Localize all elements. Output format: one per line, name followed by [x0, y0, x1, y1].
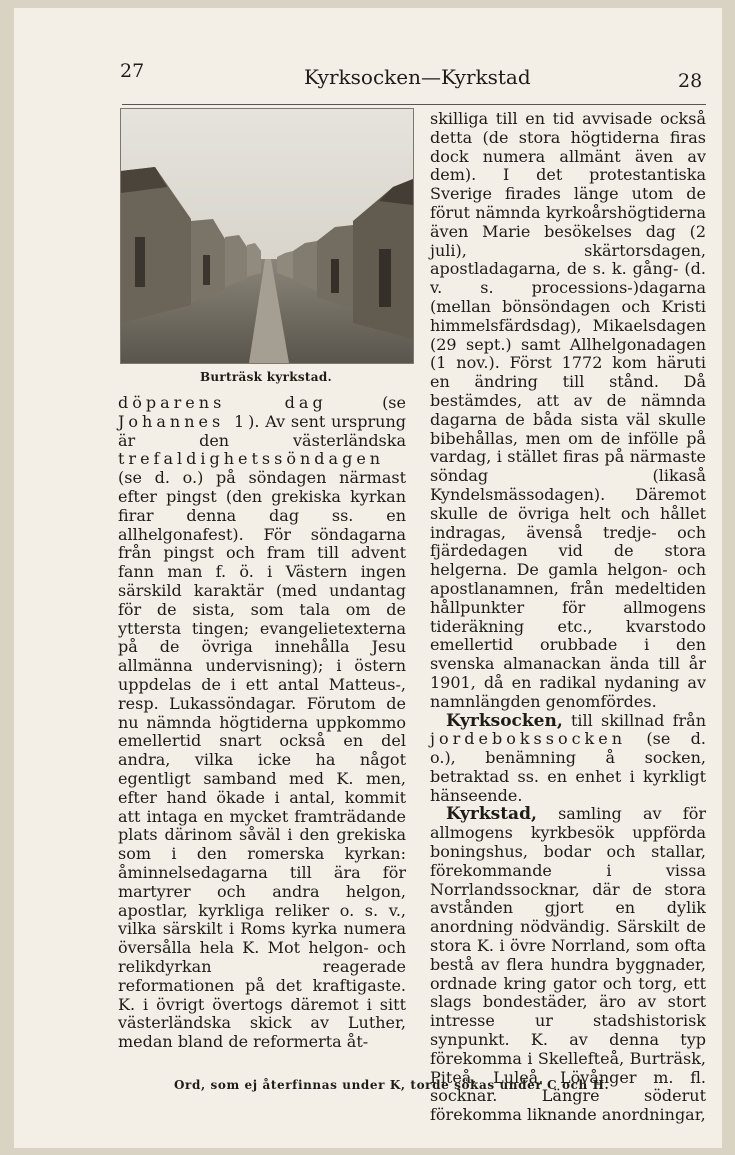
right-column — [430, 110, 706, 1125]
body-text: (se d. o.), benämning å socken, betraktad ss. en enhet i kyrkligt hänseende. — [430, 729, 706, 805]
body-text: (se d. o.) på söndagen närmast efter pingst (den grekiska kyrkan firar denna dag ss. en allhelgonafest). För söndagarna från pingst och fram till advent fann man f. ö. i Västern ingen särskild karaktär (med undantag för de sista, som tala om de yttersta tingen; evangelietexterna på de övriga innehålla Jesu allmänna undervisning); i östern uppdelas de i ett antal Matteus-, resp. Lukassöndagar. Förutom de nu nämnda högtiderna uppkommo emellertid snart också en del andra, vilka icke ha något egentligt samband med K. men, efter hand ökade i antal, kommit att intaga en mycket framträdande plats därinom såväl i den grekiska som i den romerska kyrkan: åminnelsedagarna till ära för martyrer och andra helgon, apostlar, kyrkliga reliker o. s. v., vilka särskilt i Roms kyrka numera översålla hela K. Mot helgon- och relikdyrkan reagerade reformationen på det kraftigaste. K. i övrigt övertogs däremot i sitt västerländska skick av Luther, medan bland de reformerta åt- — [118, 468, 406, 1052]
spaced-term: döparens dag — [118, 393, 327, 412]
spaced-term: jordebokssocken — [430, 729, 627, 749]
spaced-term: Johannes 1 — [118, 411, 249, 431]
right-paragraph-1: skilliga till en tid avvisade också detta (de stora högtiderna firas dock numera allmänt även av dem). I det protestantiska Sverige firades länge utom de förut nämnda kyrkoårshögtiderna även Marie besökelses dag (2 juli), skärtorsdagen, apostladagarna, de s. k. gång- (d. v. s. processions-)dagarna (mellan bönsöndagen och Kristi himmelsfärdsdag), Mikaelsdagen (29 sept.) samt Allhelgonadagen (1 nov.). Först 1772 kom häruti en ändring till stånd. Då bestämdes, att av de nämnda dagarna de båda sista väl skulle bibehållas, men om de infölle på vardag, i stället firas på närmaste söndag (likaså Kyndelsmässodagen). Däremot skulle de övriga helt och hållet indragas, ävenså tredje- och fjärdedagen vid de stora helgerna. De gamla helgon- och apostlanamnen, från medeltiden hållpunkter för allmogens tideräkning etc., kvarstodo emellertid orubbade i den svenska almanackan ända till år 1901, då en radikal nydaning av namnlängden genomfördes. — [430, 109, 706, 711]
body-text: till skillnad från — [562, 710, 706, 730]
page-number-left: 27 — [120, 60, 145, 82]
header-rule — [122, 104, 706, 105]
running-title: Kyrksocken—Kyrkstad — [304, 65, 531, 89]
headword-kyrkstad: Kyrkstad, — [446, 804, 537, 825]
spaced-term: trefaldighetssöndagen — [118, 449, 385, 469]
book-page — [14, 8, 722, 1148]
left-column — [118, 394, 406, 1052]
footer-note: Ord, som ej återfinnas under K, torde sökas under C och H. — [174, 1078, 610, 1092]
photo-caption: Burträsk kyrkstad. — [199, 370, 333, 384]
left-paragraph — [118, 394, 406, 1052]
body-text: (se — [326, 393, 406, 412]
body-text: ). Av sent ursprung är den västerländska — [118, 411, 406, 450]
headword-kyrksocken: Kyrksocken, — [446, 710, 563, 731]
body-text: samling av för allmogens kyrkbesök uppförda boningshus, bodar och stallar, förekommande i vissa Norrlandssocknar, där de stora avstånden gjort en dylik anordning nödvändig. Särskilt de stora K. i övre Norrland, som ofta bestå av flera hundra byggnader, ordnade kring gator och torg, ett slags bondestäder, äro av stort intresse ur stadshistorisk synpunkt. K. av denna typ förekomma i Skellefteå, Burträsk, Piteå, Luleå, Lövånger m. fl. socknar. Längre söderut förekomma liknande anordningar, — [430, 804, 706, 1125]
entry-kyrksocken — [430, 712, 706, 806]
photo-illustration — [121, 109, 413, 363]
page-number-right: 28 — [678, 70, 703, 92]
kyrkstad-photo — [120, 108, 414, 364]
